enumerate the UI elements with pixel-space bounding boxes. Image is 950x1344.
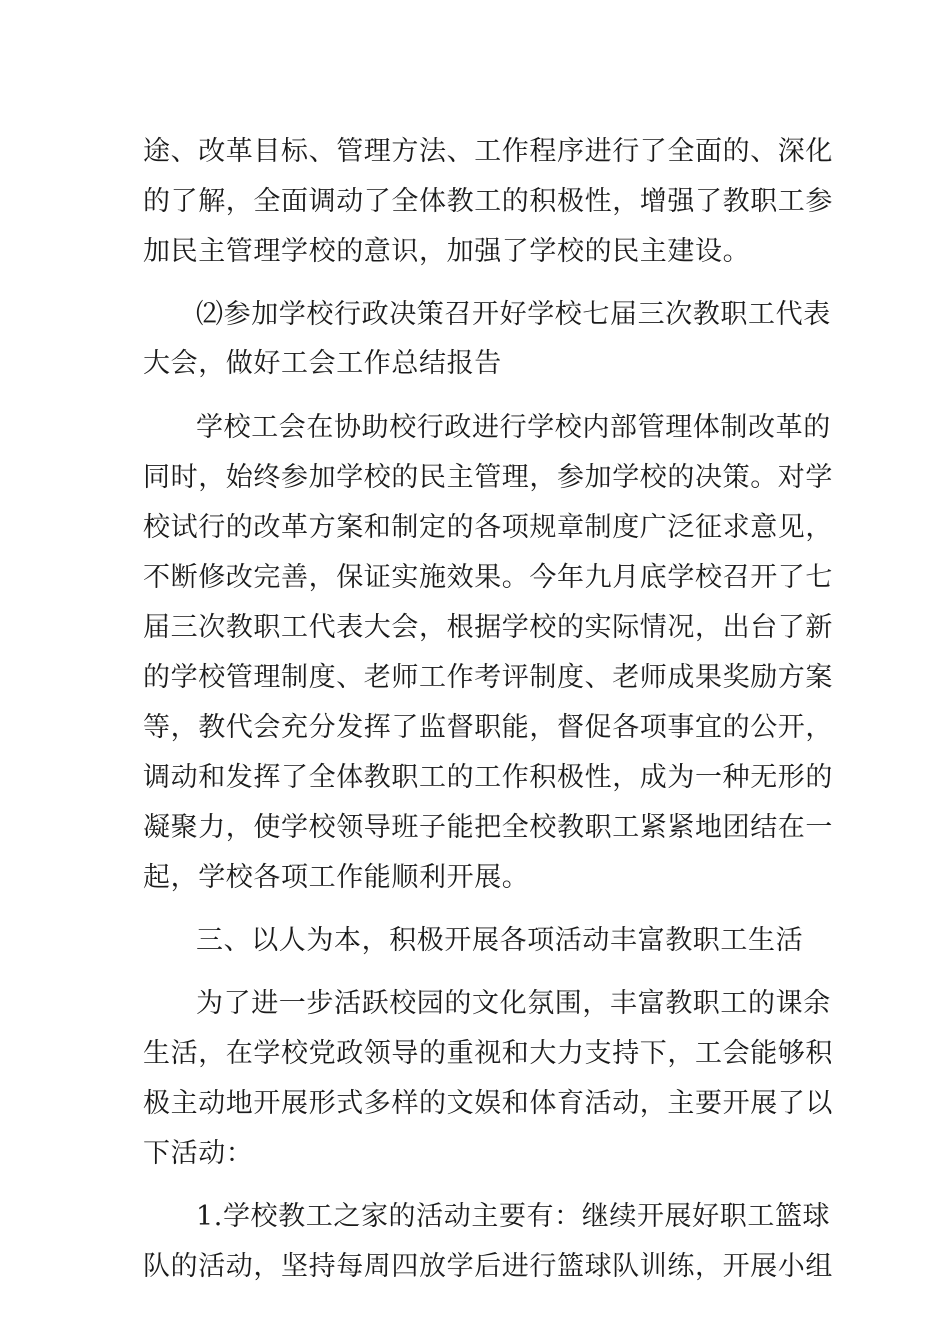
text-line: 下活动： [143, 1138, 254, 1169]
text-line: 学校工会在协助校行政进行学校内部管理体制改革的 [196, 412, 831, 443]
text-line: 凝聚力，使学校领导班子能把全校教职工紧紧地团结在一 [143, 812, 833, 843]
text-line: 1.学校教工之家的活动主要有：继续开展好职工篮球 [196, 1201, 831, 1232]
text-line: 届三次教职工代表大会，根据学校的实际情况，出台了新 [143, 612, 833, 643]
text-line: 等，教代会充分发挥了监督职能，督促各项事宜的公开， [143, 712, 833, 743]
text-line: 大会，做好工会工作总结报告 [143, 348, 502, 379]
section-heading: 三、以人为本，积极开展各项活动丰富教职工生活 [196, 925, 804, 956]
text-line: 的了解，全面调动了全体教工的积极性，增强了教职工参 [143, 186, 833, 217]
text-line: 队的活动，坚持每周四放学后进行篮球队训练，开展小组 [143, 1251, 833, 1282]
text-line: 极主动地开展形式多样的文娱和体育活动，主要开展了以 [143, 1088, 833, 1119]
text-line: 途、改革目标、管理方法、工作程序进行了全面的、深化 [143, 136, 833, 167]
text-line: 同时，始终参加学校的民主管理，参加学校的决策。对学 [143, 462, 833, 493]
text-line: 生活，在学校党政领导的重视和大力支持下，工会能够积 [143, 1038, 833, 1069]
text-line: 调动和发挥了全体教职工的工作积极性，成为一种无形的 [143, 762, 833, 793]
text-line: 校试行的改革方案和制定的各项规章制度广泛征求意见， [143, 512, 833, 543]
text-line: 起，学校各项工作能顺利开展。 [143, 862, 530, 893]
text-line: 加民主管理学校的意识，加强了学校的民主建设。 [143, 236, 751, 267]
text-line: 不断修改完善，保证实施效果。今年九月底学校召开了七 [143, 562, 833, 593]
text-line: ⑵参加学校行政决策召开好学校七届三次教职工代表 [196, 299, 831, 330]
text-line: 的学校管理制度、老师工作考评制度、老师成果奖励方案 [143, 662, 833, 693]
text-line: 为了进一步活跃校园的文化氛围，丰富教职工的课余 [196, 988, 831, 1019]
